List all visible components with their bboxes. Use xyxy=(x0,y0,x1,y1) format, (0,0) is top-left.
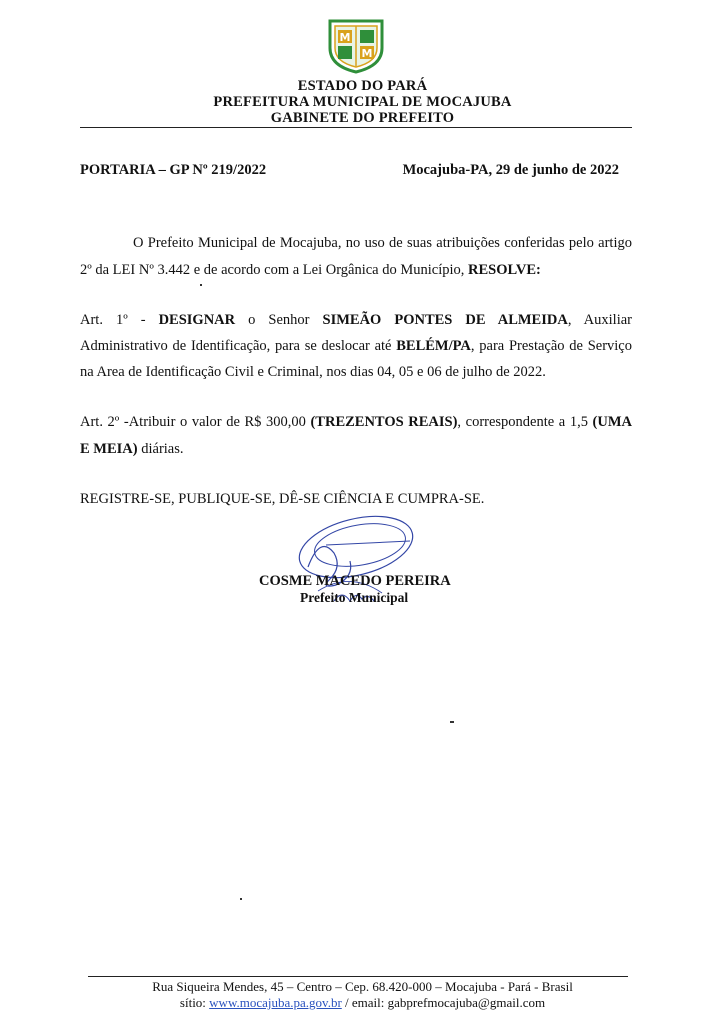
art2-qty-words-a: (UMA xyxy=(592,414,633,430)
art2-text-2: , correspondente a 1,5 xyxy=(457,414,588,430)
art1-line2-text: Administrativo de Identificação, para se deslocar até xyxy=(80,338,392,354)
header-office: GABINETE DO PREFEITO xyxy=(270,110,455,126)
art2-qty-words-b: E MEIA) xyxy=(80,441,138,457)
preamble-line-1: O Prefeito Municipal de Mocajuba, no uso de suas atribuições conferidas pelo artigo xyxy=(133,235,632,251)
scan-speck xyxy=(240,898,242,900)
art1-destination: BELÉM/PA xyxy=(396,338,471,354)
art1-person: SIMEÃO PONTES DE ALMEIDA xyxy=(322,312,568,328)
footer-site-link[interactable]: www.mocajuba.pa.gov.br xyxy=(209,995,342,1010)
art1-action: DESIGNAR xyxy=(158,312,236,328)
portaria-place-date: Mocajuba-PA, 29 de junho de 2022 xyxy=(402,162,619,178)
art2-text-1: Art. 2º -Atribuir o valor de R$ 300,00 xyxy=(80,414,306,430)
closing-formula: REGISTRE-SE, PUBLIQUE-SE, DÊ-SE CIÊNCIA E CUMPRA-SE. xyxy=(80,491,485,507)
footer-site-label: sítio: xyxy=(179,995,206,1010)
svg-text:M: M xyxy=(361,47,373,60)
art1-line2-tail: , para Prestação de Serviço xyxy=(470,338,632,354)
art1-line-2 xyxy=(80,333,632,360)
art2-line-1 xyxy=(80,409,632,436)
svg-text:M: M xyxy=(339,31,351,44)
footer-address: Rua Siqueira Mendes, 45 – Centro – Cep. 68.420-000 – Mocajuba - Pará - Brasil xyxy=(152,979,573,994)
signatory-title: Prefeito Municipal xyxy=(300,590,409,605)
header-divider xyxy=(80,127,632,128)
signatory-name: COSME MACEDO PEREIRA xyxy=(259,573,451,589)
art1-text-1: o Senhor xyxy=(248,312,310,328)
footer-contact xyxy=(0,995,725,1011)
art1-line-1 xyxy=(80,307,632,334)
footer-divider xyxy=(88,976,628,977)
art2-line-2 xyxy=(80,436,632,463)
art2-text-3: diárias. xyxy=(141,441,184,457)
preamble-resolve: RESOLVE: xyxy=(468,262,541,278)
art1-label: Art. 1º - xyxy=(80,312,146,328)
portaria-number: PORTARIA – GP Nº 219/2022 xyxy=(80,162,267,178)
art1-text-2: , Auxiliar xyxy=(567,312,632,328)
header-city-hall: PREFEITURA MUNICIPAL DE MOCAJUBA xyxy=(213,94,512,110)
footer-email: / email: gabprefmocajuba@gmail.com xyxy=(345,995,546,1010)
scan-speck xyxy=(200,284,202,286)
municipal-coat-of-arms-logo xyxy=(326,18,386,74)
scan-speck xyxy=(450,721,454,723)
preamble-line-2 xyxy=(80,257,632,284)
preamble-text: 2º da LEI Nº 3.442 e de acordo com a Lei Orgânica do Município, xyxy=(80,262,465,278)
art1-line-3: na Area de Identificação Civil e Criminal, nos dias 04, 05 e 06 de julho de 2022. xyxy=(80,364,546,380)
header-state: ESTADO DO PARÁ xyxy=(297,78,428,94)
art2-amount-words: (TREZENTOS REAIS) xyxy=(310,414,458,430)
